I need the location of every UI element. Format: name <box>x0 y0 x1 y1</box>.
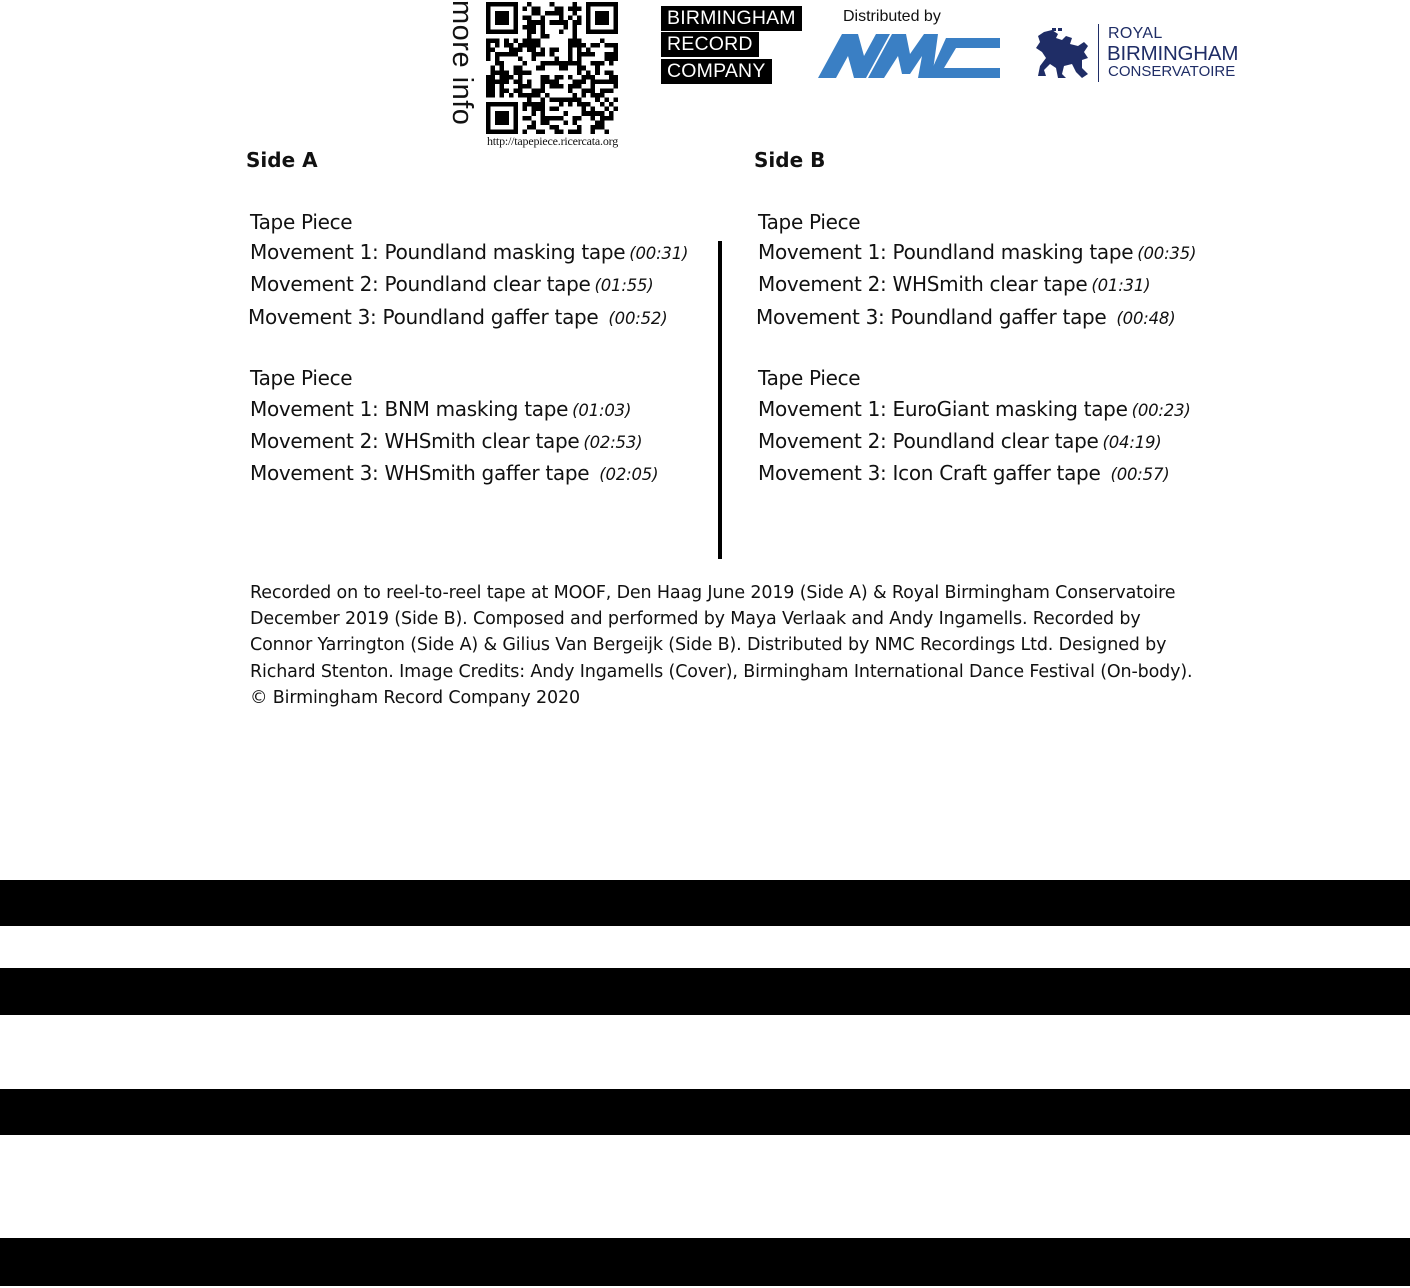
lion-crest-icon <box>1032 28 1092 80</box>
credits-block <box>250 580 1240 711</box>
piece-title: Tape Piece <box>758 366 861 391</box>
conservatoire-logo-divider <box>1098 24 1099 82</box>
label-logo-line-3: COMPANY <box>661 59 772 84</box>
movement-label: Movement 1: <box>758 240 887 265</box>
conservatoire-logo-line-3: CONSERVATOIRE <box>1108 63 1236 80</box>
side-b-title: Side B <box>754 148 826 172</box>
more-info-label: more info <box>446 0 478 126</box>
movement-line <box>758 426 1228 458</box>
conservatoire-logo-line-1: ROYAL <box>1108 25 1163 42</box>
piece-title: Tape Piece <box>758 210 861 234</box>
credits-line: Richard Stenton. Image Credits: Andy Ingamells (Cover), Birmingham International Dance Festival (On-body). <box>250 661 1193 682</box>
movement-label: Movement 1: <box>250 396 379 421</box>
distributed-by-caption: Distributed by <box>843 8 941 25</box>
qr-url-text: http://tapepiece.ricercata.org <box>487 134 619 148</box>
tape-piece-group <box>250 363 720 490</box>
tape-piece-group <box>758 207 1228 334</box>
movement-name: WHSmith gaffer tape <box>384 460 590 485</box>
movement-line <box>248 302 720 334</box>
movement-name: EuroGiant masking tape <box>892 396 1128 421</box>
qr-code[interactable] <box>486 2 618 134</box>
label-logo-line-1: BIRMINGHAM <box>661 6 802 31</box>
movement-label: Movement 3: <box>756 304 885 329</box>
piece-title: Tape Piece <box>250 366 353 391</box>
movement-name: Poundland masking tape <box>384 240 626 265</box>
movement-duration: (00:52) <box>608 308 668 328</box>
movement-name: BNM masking tape <box>384 396 569 421</box>
side-b-tracklist <box>758 207 1228 520</box>
movement-label: Movement 3: <box>758 460 887 485</box>
movement-label: Movement 2: <box>250 428 379 453</box>
movement-duration: (02:53) <box>583 432 643 452</box>
movement-duration: (00:31) <box>629 244 689 264</box>
movement-label: Movement 1: <box>758 396 887 421</box>
movement-line <box>250 426 720 458</box>
tape-piece-group <box>250 207 720 334</box>
movement-label: Movement 2: <box>758 428 887 453</box>
movement-line <box>250 394 720 426</box>
black-stripe <box>0 1238 1410 1286</box>
movement-line <box>250 458 720 490</box>
credits-line: Recorded on to reel-to-reel tape at MOOF, Den Haag June 2019 (Side A) & Royal Birmingham Conservatoire <box>250 583 1176 603</box>
movement-line <box>758 237 1228 269</box>
movement-line <box>758 458 1228 490</box>
movement-label: Movement 2: <box>250 272 379 297</box>
movement-name: Poundland gaffer tape <box>382 304 599 329</box>
movement-label: Movement 3: <box>250 460 379 485</box>
movement-label: Movement 3: <box>248 304 377 329</box>
movement-line <box>756 302 1228 334</box>
movement-name: WHSmith clear tape <box>384 428 580 453</box>
conservatoire-logo-line-2: BIRMINGHAM <box>1107 42 1239 65</box>
movement-name: Poundland clear tape <box>892 428 1099 453</box>
tape-piece-group <box>758 363 1228 490</box>
credits-line: December 2019 (Side B). Composed and performed by Maya Verlaak and Andy Ingamells. Recorded by <box>250 609 1141 630</box>
movement-name: WHSmith clear tape <box>892 272 1088 297</box>
movement-duration: (04:19) <box>1102 432 1162 452</box>
copyright-line: © Birmingham Record Company 2020 <box>250 687 580 708</box>
movement-duration: (00:57) <box>1110 464 1170 484</box>
side-a-title: Side A <box>246 148 318 172</box>
movement-duration: (01:03) <box>572 400 632 420</box>
center-divider <box>718 241 722 559</box>
movement-label: Movement 2: <box>758 272 887 297</box>
black-stripe <box>0 880 1410 926</box>
movement-duration: (01:55) <box>594 276 654 296</box>
movement-duration: (00:48) <box>1116 308 1176 328</box>
movement-duration: (00:35) <box>1137 244 1197 264</box>
movement-name: Poundland gaffer tape <box>890 304 1107 329</box>
movement-duration: (01:31) <box>1091 276 1151 296</box>
side-a-tracklist <box>250 207 720 520</box>
movement-duration: (02:05) <box>599 464 659 484</box>
movement-name: Icon Craft gaffer tape <box>892 460 1101 485</box>
movement-line <box>250 269 720 301</box>
movement-name: Poundland clear tape <box>384 272 591 297</box>
black-stripe <box>0 968 1410 1015</box>
movement-name: Poundland masking tape <box>892 240 1134 265</box>
piece-title: Tape Piece <box>250 210 353 234</box>
label-logo-line-2: RECORD <box>661 32 759 57</box>
credits-line: Connor Yarrington (Side A) & Gilius Van Bergeijk (Side B). Distributed by NMC Recordings Ltd. Designed by <box>250 635 1167 656</box>
black-stripe <box>0 1089 1410 1135</box>
movement-line <box>758 394 1228 426</box>
movement-duration: (00:23) <box>1131 400 1191 420</box>
movement-line <box>250 237 720 269</box>
movement-label: Movement 1: <box>250 240 379 265</box>
movement-line <box>758 269 1228 301</box>
nmc-logo <box>818 34 1000 78</box>
